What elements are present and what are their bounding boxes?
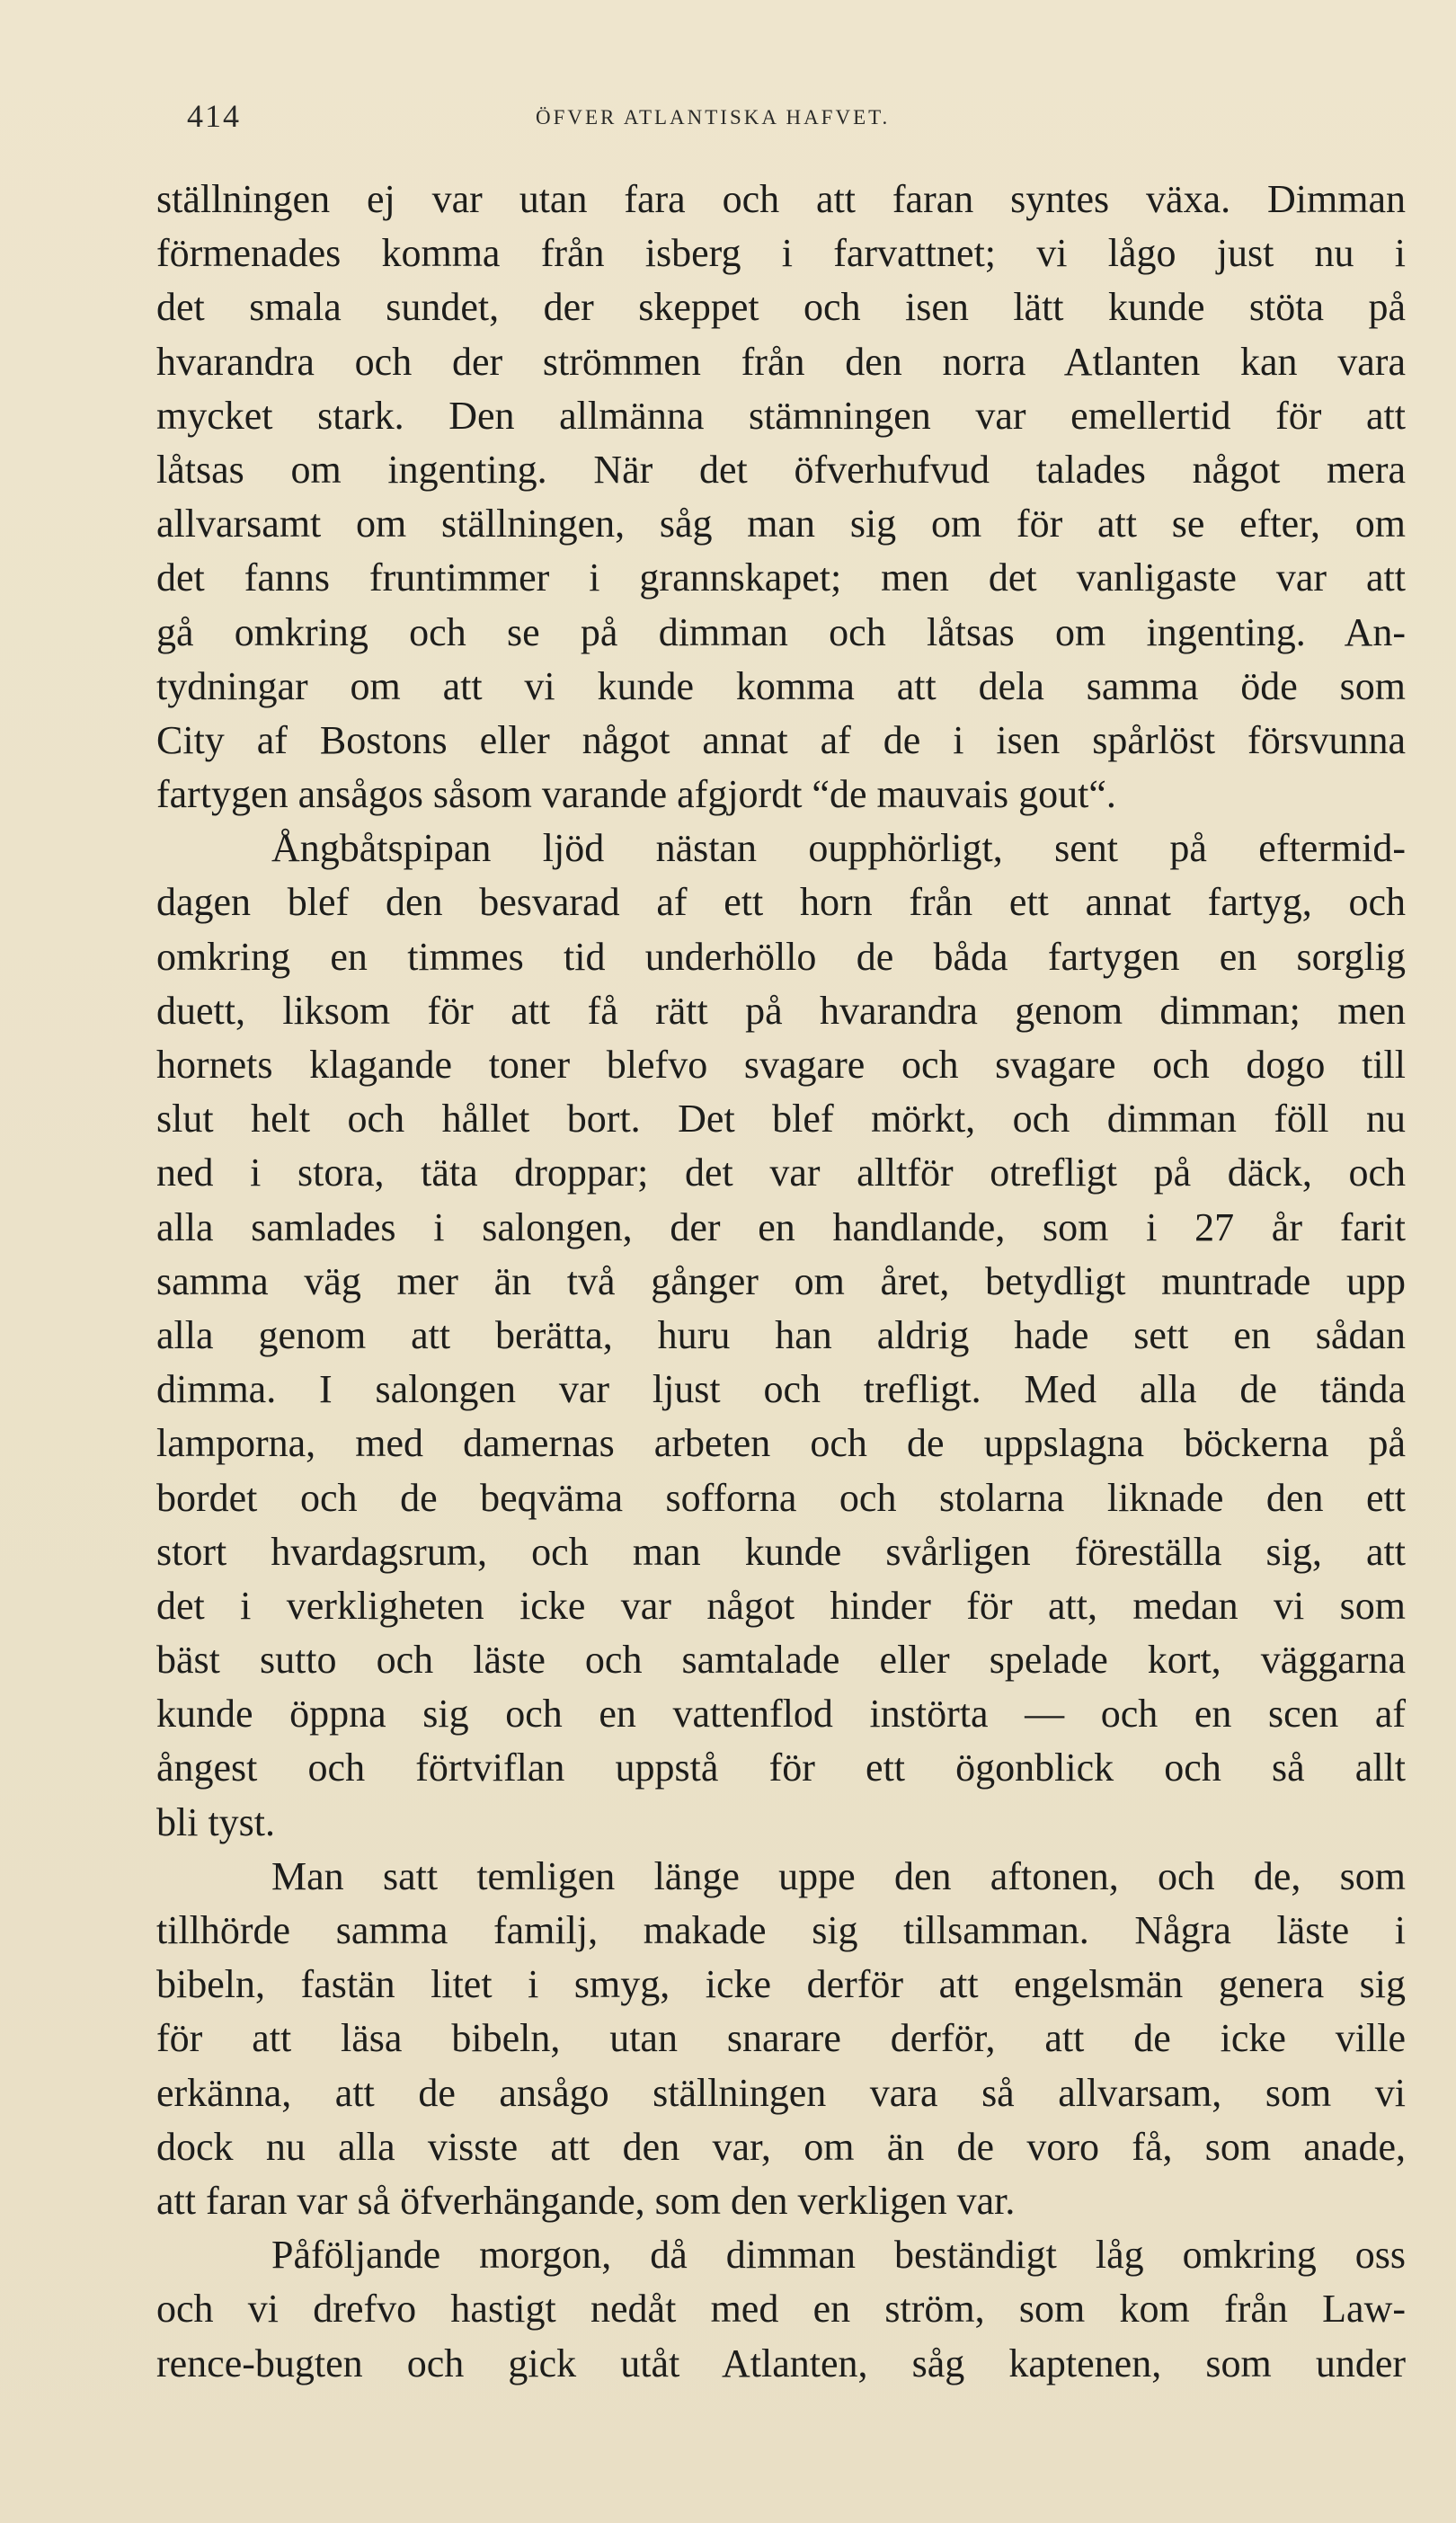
text-line: dagen blef den besvarad af ett horn från ett annat fartyg, och bbox=[156, 880, 1406, 925]
text-line: samma väg mer än två gånger om året, betydligt muntrade upp bbox=[156, 1258, 1406, 1303]
text-line: bibeln, fastän litet i smyg, icke derför att engelsmän genera sig bbox=[156, 1962, 1406, 2007]
text-line: det fanns fruntimmer i grannskapet; men det vanligaste var att bbox=[156, 555, 1406, 600]
running-head: ÖFVER ATLANTISKA HAFVET. bbox=[536, 106, 891, 129]
paragraph bbox=[156, 822, 1406, 1850]
text-line: att faran var så öfverhängande, som den verkligen var. bbox=[156, 2178, 1016, 2223]
text-line: bli tyst. bbox=[156, 1799, 276, 1844]
text-line: alla samlades i salongen, der en handlande, som i 27 år farit bbox=[156, 1204, 1406, 1249]
text-line: dimma. I salongen var ljust och trefligt. Med alla de tända bbox=[156, 1367, 1406, 1412]
text-line: tillhörde samma familj, makade sig tillsamman. Några läste i bbox=[156, 1908, 1406, 1952]
text-line: hornets klagande toner blefvo svagare och svagare och dogo till bbox=[156, 1043, 1406, 1087]
text-line: gå omkring och se på dimman och låtsas om ingenting. An- bbox=[156, 609, 1406, 654]
text-line: förmenades komma från isberg i farvattnet; vi lågo just nu i bbox=[156, 231, 1406, 276]
text-line: slut helt och hållet bort. Det blef mörkt, och dimman föll nu bbox=[156, 1097, 1406, 1142]
text-line: rence-bugten och gick utåt Atlanten, såg kaptenen, som under bbox=[156, 2341, 1406, 2385]
text-line: och vi drefvo hastigt nedåt med en ström, som kom från Law- bbox=[156, 2287, 1406, 2332]
text-line: Man satt temligen länge uppe den aftonen, och de, som bbox=[271, 1853, 1406, 1898]
text-line: Ångbåtspipan ljöd nästan oupphörligt, sent på eftermid- bbox=[271, 826, 1406, 871]
text-line: dock nu alla visste att den var, om än de voro få, som anade, bbox=[156, 2124, 1406, 2169]
text-line: duett, liksom för att få rätt på hvarandra genom dimman; men bbox=[156, 988, 1406, 1033]
text-line: alla genom att berätta, huru han aldrig hade sett en sådan bbox=[156, 1312, 1406, 1357]
text-line: City af Bostons eller något annat af de i isen spårlöst försvunna bbox=[156, 717, 1406, 762]
text-line: bordet och de beqväma sofforna och stolarna liknade den ett bbox=[156, 1475, 1406, 1520]
paragraph bbox=[156, 1850, 1406, 2228]
text-line: erkänna, att de ansågo ställningen vara så allvarsam, som vi bbox=[156, 2070, 1406, 2115]
text-line: Påföljande morgon, då dimman beständigt låg omkring oss bbox=[271, 2233, 1406, 2278]
text-line: stort hvardagsrum, och man kunde svårligen föreställa sig, att bbox=[156, 1529, 1406, 1574]
text-line: fartygen ansågos såsom varande afgjordt “de mauvais gout“. bbox=[156, 772, 1116, 817]
page-number: 414 bbox=[187, 98, 241, 134]
page-header bbox=[187, 97, 1409, 151]
text-line: mycket stark. Den allmänna stämningen var emellertid för att bbox=[156, 393, 1406, 438]
text-line: låtsas om ingenting. När det öfverhufvud talades något mera bbox=[156, 447, 1406, 492]
text-line: lamporna, med damernas arbeten och de uppslagna böckerna på bbox=[156, 1421, 1406, 1466]
text-line: tydningar om att vi kunde komma att dela samma öde som bbox=[156, 663, 1406, 708]
text-line: kunde öppna sig och en vattenflod instörta — och en scen af bbox=[156, 1692, 1406, 1737]
text-line: ångest och förtviflan uppstå för ett ögonblick och så allt bbox=[156, 1746, 1406, 1790]
text-line: för att läsa bibeln, utan snarare derför, att de icke ville bbox=[156, 2016, 1406, 2061]
text-line: allvarsamt om ställningen, såg man sig om för att se efter, om bbox=[156, 502, 1406, 546]
text-line: ställningen ej var utan fara och att faran syntes växa. Dimman bbox=[156, 177, 1406, 221]
text-line: ned i stora, täta droppar; det var alltför otrefligt på däck, och bbox=[156, 1150, 1406, 1195]
paragraph bbox=[156, 173, 1406, 822]
text-line: det i verkligheten icke var något hinder för att, medan vi som bbox=[156, 1583, 1406, 1628]
body-text bbox=[156, 173, 1406, 2391]
paragraph bbox=[156, 2228, 1406, 2391]
text-line: det smala sundet, der skeppet och isen lätt kunde stöta på bbox=[156, 285, 1406, 330]
text-line: hvarandra och der strömmen från den norra Atlanten kan vara bbox=[156, 339, 1406, 384]
text-line: omkring en timmes tid underhöllo de båda fartygen en sorglig bbox=[156, 934, 1406, 979]
text-line: bäst sutto och läste och samtalade eller spelade kort, väggarna bbox=[156, 1638, 1406, 1683]
